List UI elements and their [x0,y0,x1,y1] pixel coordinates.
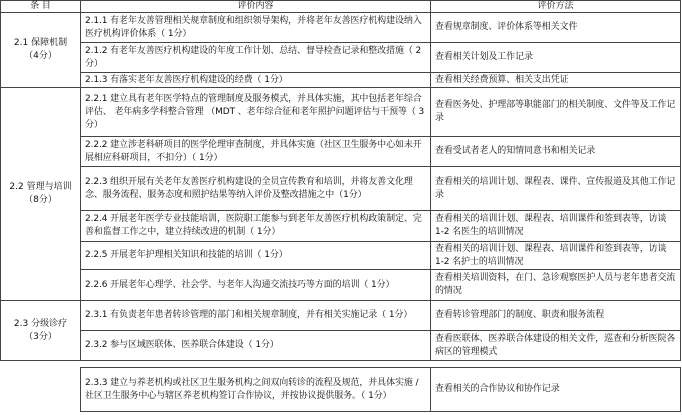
continuation-table [80,367,681,412]
section-title-text: 2.1 保障机制 [13,38,68,48]
content-cell: 2.2.5 开展老年护理相关知识和技能的培训（ 1分） [81,242,431,270]
table-row [1,88,681,137]
method-cell: 查看受试者老人的知情同意书和相关记录 [431,137,681,167]
content-cell: 2.2.3 组织开展有关老年友善医疗机构建设的全员宣传教育和培训，并将友善文化理念、服务流程、服务态度和照护结果等纳入评价及整改措施之中（1分） [81,167,431,211]
table-row [1,167,681,211]
section-title-text: 2.2 管理与培训（8分） [9,182,72,205]
content-cell: 2.3.3 建立与养老机构或社区卫生服务机构之间双向转诊的流程及规范，并具体实施 / 社区卫生服务中心与辖区养老机构签订合作协议，并按协议提供服务。（ 1分） [81,368,431,412]
content-cell: 2.1.1 有老年友善管理相关规章制度和组织领导架构，并将老年友善医疗机构建设纳入医疗机构评价体系（ 1分） [81,13,431,43]
section-title [1,301,81,361]
content-cell: 2.3.2 参与区域医联体、医养联合体建设（ 1分） [81,331,431,361]
method-cell: 查看相关培训资料，在门、急诊观察医护人员与老年患者交流的情况 [431,270,681,301]
method-cell: 查看相关的合作协议和协作记录 [431,368,681,412]
table-row [1,270,681,301]
method-cell: 查看规章制度、评价体系等相关文件 [431,13,681,43]
method-cell: 查看相关的培训计划、课程表、课件、宣传报道及其他工作记录 [431,167,681,211]
method-cell: 查看医务处、护理部等职能部门的相关制度、文件等及工作记录 [431,88,681,137]
section-title [1,13,81,88]
section-title-text: 2.3 分级诊疗 [13,318,68,329]
table-row [1,242,681,270]
method-cell: 查看转诊管理部门的制度、职责和服务流程 [431,301,681,331]
content-cell: 2.3.1 有负责老年患者转诊管理的部门和相关规章制度，并有相关实施记录（ 1分） [81,301,431,331]
content-cell: 2.2.4 开展老年医学专业技能培训，医院职工能参与到老年友善医疗机构政策制定、完善和监督工作之中，建立持续改进的机制（ 1分） [81,211,431,242]
header-item: 条 目 [1,1,81,13]
content-cell: 2.1.2 有老年友善医疗机构建设的年度工作计划、总结、督导检查记录和整改措施（ 2分） [81,43,431,73]
table-row [81,368,681,412]
header-method: 评价方法 [431,1,681,13]
method-cell: 查看医联体、医养联合体建设的相关文件，巡查和分析医院各病区的管理模式 [431,331,681,361]
content-cell: 2.1.3 有落实老年友善医疗机构建设的经费（ 1分） [81,73,431,88]
table-row [1,43,681,73]
table-row [1,73,681,88]
section-points: （4分） [24,51,57,61]
table-row [1,301,681,331]
table-row [1,331,681,361]
table-row [1,13,681,43]
method-cell: 查看相关经费预算、相关支出凭证 [431,73,681,88]
content-cell: 2.2.1 建立具有老年医学特点的管理制度及服务模式，并具体实施，其中包括老年综合评估、 老年病多学科整合管理 （MDT 、老年综合征和老年照护问题评估与干预等（ 3分） [81,88,431,137]
header-content: 评价内容 [81,1,431,13]
section-title [1,88,81,301]
table-row [1,137,681,167]
method-cell: 查看相关的培训计划、课程表、培训课件和签到表等，访谈 1-2 名护士的培训情况 [431,242,681,270]
header-row [1,1,681,13]
method-cell: 查看相关的培训计划、课程表、培训课件和签到表等，访谈 1-2 名医生的培训情况 [431,211,681,242]
section-points: （3分） [24,331,57,342]
table-row [1,211,681,242]
content-cell: 2.2.6 开展老年心理学、社会学、与老年人沟通交流技巧等方面的培训（ 1分） [81,270,431,301]
content-cell: 2.2.2 建立涉老科研项目的医学伦理审查制度，并具体实施（社区卫生服务中心如未开展相应科研项目，不扣分）（ 1分） [81,137,431,167]
method-cell: 查看相关计划及工作记录 [431,43,681,73]
